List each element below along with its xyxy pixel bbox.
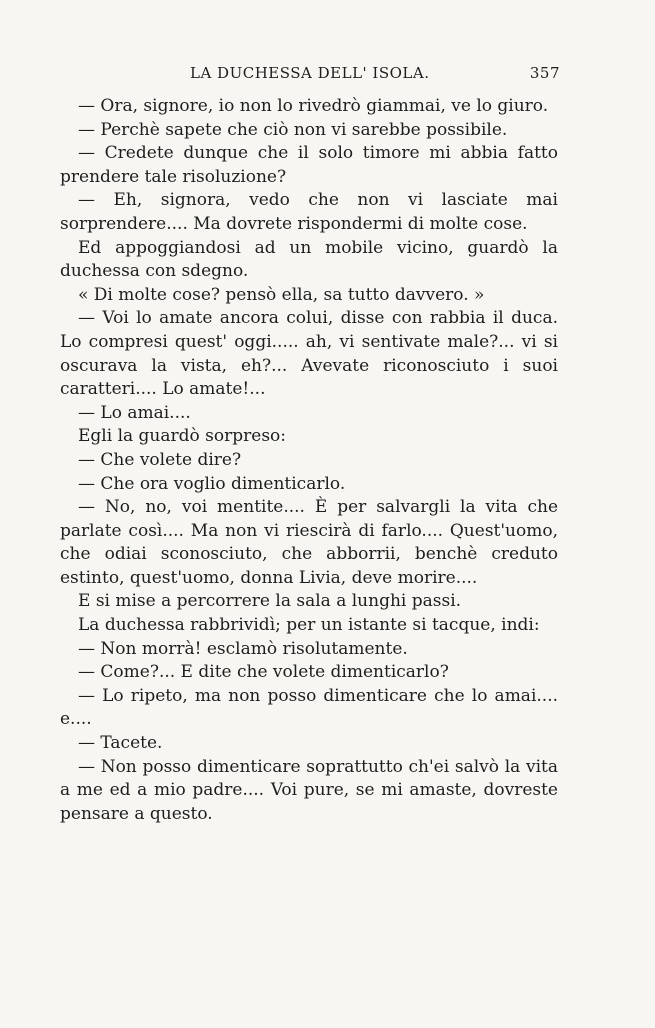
paragraph: — Che volete dire? <box>78 449 242 470</box>
page-number: 357 <box>529 64 560 82</box>
paragraph: — Voi lo amate ancora colui, disse con rabbia il duca. Lo compresi quest' oggi..... ah, vi sentivate male?... vi si oscurava la vista, eh?... Avevate riconosciuto i suoi caratteri.... Lo amate!... <box>60 308 558 400</box>
paragraph: « Di molte cose? pensò ella, sa tutto davvero. » <box>78 284 485 305</box>
running-title: LA DUCHESSA DELL' ISOLA. <box>190 64 430 82</box>
paragraph: — Non posso dimenticare soprattutto ch'ei salvò la vita a me ed a mio padre.... Voi pure, se mi amaste, dovreste pensare a questo. <box>60 756 558 824</box>
paragraph: — Perchè sapete che ciò non vi sarebbe possibile. <box>78 119 508 140</box>
paragraph: — Ora, signore, io non lo rivedrò giammai, ve lo giuro. <box>78 96 549 116</box>
paragraph: Egli la guardò sorpreso: <box>78 426 287 447</box>
paragraph: — Eh, signora, vedo che non vi lasciate mai sorprendere.... Ma dovrete rispondermi di molte cose. <box>60 190 558 234</box>
paragraph: — Lo amai.... <box>78 402 191 423</box>
paragraph: — No, no, voi mentite.... È per salvargli la vita che parlate così.... Ma non vi riescirà di farlo.... Quest'uomo, che odiai sconosciuto, che abborrii, benchè creduto estinto, quest'uomo, donna Livia, deve morire.... <box>60 497 558 588</box>
paragraph: — Che ora voglio dimenticarlo. <box>78 473 346 494</box>
page-body <box>60 95 558 826</box>
paragraph: — Tacete. <box>78 733 163 754</box>
paragraph: — Come?... E dite che volete dimenticarlo? <box>78 662 449 683</box>
paragraph: — Lo ripeto, ma non posso dimenticare che lo amai.... e.... <box>60 685 558 730</box>
paragraph: — Non morrà! esclamò risolutamente. <box>78 638 408 659</box>
paragraph: Ed appoggiandosi ad un mobile vicino, guardò la duchessa con sdegno. <box>60 237 558 282</box>
paragraph: — Credete dunque che il solo timore mi abbia fatto prendere tale risoluzione? <box>60 143 558 187</box>
paragraph: La duchessa rabbrividì; per un istante si tacque, indi: <box>78 615 540 636</box>
running-header <box>60 64 560 88</box>
paragraph: E si mise a percorrere la sala a lunghi passi. <box>78 591 462 612</box>
